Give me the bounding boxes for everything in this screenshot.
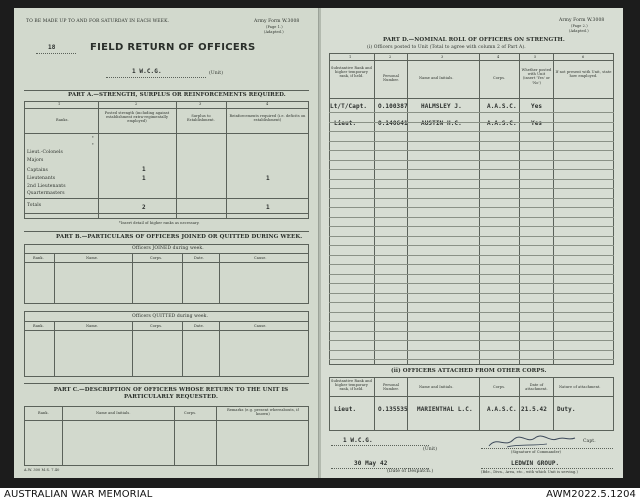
reinf-lieutenants: 1 [266,175,270,182]
part-a-footnote: *Insert detail of higher ranks as necessary. [119,221,200,225]
col-number: 6 [582,55,585,59]
ruled-line [329,150,614,151]
ruled-line [329,283,614,284]
army-form-label: Army Form W.3008 [254,19,300,24]
ruled-line [329,359,614,360]
formation-label: (Bde., Divn., Area, etc., with which Unit is serving.) [481,470,578,474]
totals-label: Totals [27,203,42,208]
ruled-line [329,321,614,322]
quitted-col: Name. [86,324,99,328]
posted-captains: 1 [142,166,146,173]
ruled-line [329,131,614,132]
rank-row: Quartermasters [27,191,65,196]
ruled-line [329,198,614,199]
roll-corps: A.A.S.C. [487,103,517,110]
section-i-heading: (i) Officers posted to Unit (Total to agree with column 2 of Part A). [367,45,526,50]
top-note: TO BE MADE UP TO AND FOR SATURDAY IN EACH WEEK. [26,19,170,24]
quitted-col: Corps. [150,324,163,328]
ruled-line [329,255,614,256]
part-d-heading: PART D.—NOMINAL ROLL OF OFFICERS ON STRENGTH. [383,37,565,43]
roll-name: AUSTIN H.C. [421,120,462,127]
attached-rank: Lieut. [334,406,357,413]
totals-posted: 2 [142,204,146,211]
ruled-line [329,122,614,123]
ruled-line [329,141,614,142]
roll-corps: A.A.S.C. [487,120,517,127]
part-c-col: Rank. [38,411,49,415]
rank-row: Majors [27,158,44,163]
part-c-col: Remarks (e.g. present whereabouts, if known) [227,408,299,417]
rank-row: 2nd Lieutenants [27,184,66,189]
signature-rank: Capt. [583,439,596,444]
roll-rank: Lieut. [334,120,357,127]
form-page-1: TO BE MADE UP TO AND FOR SATURDAY IN EACH WEEK. Army Form W.3008 (Page 1.) (Adapted.) 18 FIELD RETURN OF OFFICERS 1 W.C.G. (Unit) PART A.—STRENGTH, SURPLUS OR REINFORCEMENTS REQUIRED. 1 2 3 4 Ranks. Posted strength (including against establishment extra-regimentally employed) Surplus to Establishment. Reinforcements required (i.e. deficits on establishment) * * Lieut.-Colonels Majors Captains Lieutenants 2nd Lieutenants Quartermasters 1 1 1 Totals 2 1 *Insert detail of higher ranks as necessary. PART B.—PARTICULARS OF OFFICERS JOINED OR QUITTED DURING WEEK. Officers JOINED during week. Rank. Name. Corps. Date. Cause. Officers QUITTED during week. Rank. Name. Corps. Date. Cause. PART C.—DESCRIPTION OF OFFICERS WHOSE RETURN TO THE UNIT IS PARTICULARLY REQUESTED. Rank. Name and Initials. Corps. Remarks (e.g. present whereabouts, if known) A.W. 300 M.S. 7.40 [14,8,319,478]
ruled-line [329,160,614,161]
ii-col-header: Nature of attachment. [559,385,601,389]
quitted-col: Rank. [33,324,44,328]
ruled-line [329,312,614,313]
part-c-col: Name and Initials. [96,411,131,415]
nominal-roll-table [329,53,614,365]
signature-block: LEDWIN GROUP. [511,460,560,467]
section-ii-heading: (ii) OFFICERS ATTACHED FROM OTHER CORPS. [391,368,547,374]
ii-col-header: Substantive Rank and higher temporary rank, if held. [331,379,372,391]
ii-col-header: Personal Number. [382,383,400,391]
roll-name: HALMSLEY J. [421,103,462,110]
adapted-label: (Adapted.) [569,29,589,33]
joined-col: Name. [86,256,99,260]
ruled-line [329,245,614,246]
unit-line [106,77,206,78]
roll-rank: Lt/T/Capt. [330,103,368,110]
posted-lieutenants: 1 [142,175,146,182]
print-code: A.W. 300 M.S. 7.40 [24,468,60,472]
joined-col: Rank. [33,256,44,260]
roll-posted: Yes [531,120,543,127]
col-header-posted: Posted strength (including against establishment extra-regimentally employed) [104,111,170,124]
page-label: (Page 1.) [266,25,283,29]
ii-col-header: Corps. [493,385,506,389]
unit-label: (Unit) [209,71,224,76]
adapted-label: (Adapted.) [264,30,284,34]
unit-value: 1 W.C.G. [132,68,162,75]
ii-col-header: Date of attachment. [525,383,548,391]
unit-value: 1 W.C.G. [343,437,373,444]
attached-number: O.135535 [378,406,408,413]
col-header: Whether posted with Unit (insert 'Yes' or 'No') [521,68,552,85]
joined-col: Corps. [150,256,163,260]
despatch-label: (Date of Despatch.) [387,469,434,474]
ruled-line [329,217,614,218]
source-credit: AUSTRALIAN WAR MEMORIAL [4,489,153,500]
ruled-line [329,264,614,265]
ruled-line [329,340,614,341]
col-number: 4 [497,55,500,59]
divider [24,90,309,91]
col-header: If not present with Unit, state how employed. [555,70,612,79]
col-number: 2 [389,55,392,59]
col-header-surplus: Surplus to Establishment. [187,114,215,123]
col-number: 1 [58,102,61,106]
ruled-line [329,179,614,180]
col-header: Personal Number. [382,74,400,83]
despatch-date: 30 May 42 [354,460,388,467]
part-c-heading: PART C.—DESCRIPTION OF OFFICERS WHOSE RETURN TO THE UNIT IS PARTICULARLY REQUESTED. [53,387,289,400]
quitted-heading: Officers QUITTED during week. [132,314,209,319]
quitted-col: Date. [194,324,204,328]
army-form-label: Army Form W.3008 [559,18,605,23]
attached-date: 21.5.42 [521,406,547,413]
attribution-bar [0,488,640,501]
ruled-line [329,226,614,227]
col-number: 5 [534,55,537,59]
roll-number: O.100387 [378,103,408,110]
part-c-col: Corps. [184,411,197,415]
col-header: Substantive Rank and higher temporary rank, if held. [331,66,372,79]
ruled-line [329,188,614,189]
ruled-line [329,207,614,208]
form-title: FIELD RETURN OF OFFICERS [90,42,256,53]
joined-heading: Officers JOINED during week. [132,246,204,251]
attached-corps: A.A.S.C. [487,406,517,413]
col-header: Corps. [493,76,506,80]
form-number-line [36,53,76,54]
ruled-line [329,302,614,303]
catalogue-number: AWM2022.5.1204 [546,489,636,500]
signature-icon [487,432,577,452]
ruled-line [329,169,614,170]
ruled-line [329,350,614,351]
col-number: 3 [441,55,444,59]
attached-name: MARIENTHAL L.C. [417,406,473,413]
joined-col: Cause. [254,256,267,260]
ruled-line [329,274,614,275]
ii-col-header: Name and Initials. [419,385,454,389]
roll-number: O.140641 [378,120,408,127]
roll-posted: Yes [531,103,543,110]
rank-row: Captains [27,168,48,173]
form-page-2 [321,8,623,478]
rank-row: Lieut.-Colonels [27,150,63,155]
ruled-line [329,331,614,332]
unit-label: (Unit) [423,447,438,452]
part-a-heading: PART A.—STRENGTH, SURPLUS OR REINFORCEMENTS REQUIRED. [68,92,286,98]
col-header-reinforcements: Reinforcements required (i.e. deficits on establishment) [229,114,306,123]
ruled-line [329,236,614,237]
col-header: Name and Initials. [419,76,454,80]
ruled-line [329,293,614,294]
signature-label: (Signature of Commander) [511,450,562,454]
col-number: 3 [199,102,202,106]
quitted-col: Cause. [254,324,267,328]
ruled-line [329,112,614,113]
col-number: 2 [135,102,138,106]
attached-nature: Duty. [557,406,576,413]
page-label: (Page 2.) [571,24,588,28]
col-number: 1 [349,55,352,59]
rank-row: Lieutenants [27,176,56,181]
col-number: 4 [266,102,269,106]
totals-reinforcements: 1 [266,204,270,211]
joined-col: Date. [194,256,204,260]
part-b-heading: PART B.—PARTICULARS OF OFFICERS JOINED OR QUITTED DURING WEEK. [56,234,303,240]
form-number: 18 [48,44,56,51]
col-header-ranks: Ranks. [56,118,69,122]
